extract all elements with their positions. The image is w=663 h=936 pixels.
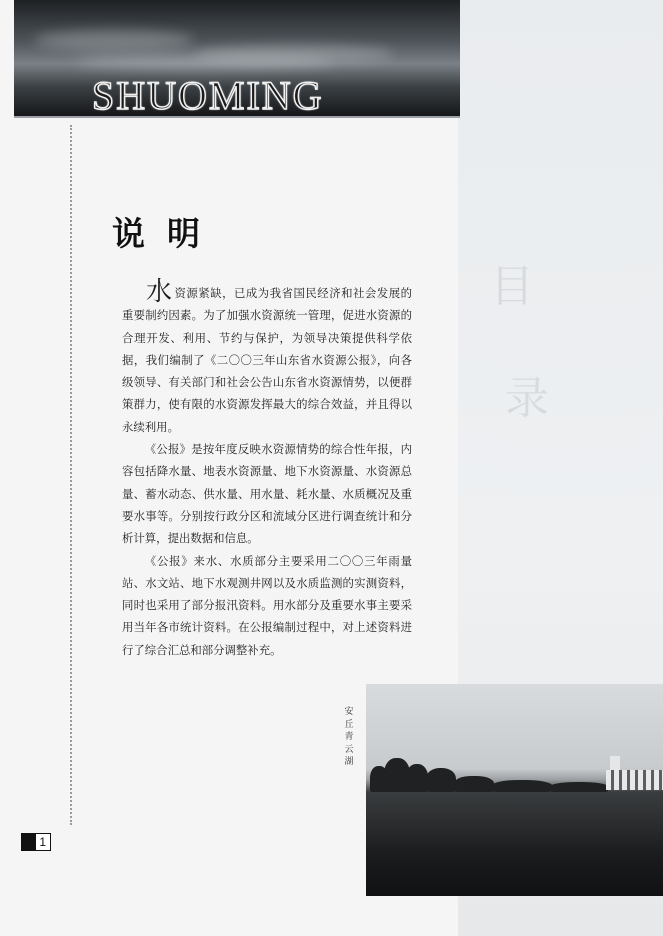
drop-cap: 水 [146,277,173,307]
page-number-marker [21,833,51,851]
paragraph-1: 水资源紧缺，已成为我省国民经济和社会发展的重要制约因素。为了加强水资源统一管理，促进水资源的合理开发、利用、节约与保护，为领导决策提供科学依据，我们编制了《二〇〇三年山东省水资源公报》，向各级领导、有关部门和社会公告山东省水资源情势，以便群策群力，使有限的水资源发挥最大的综合效益，并且得以永续利用。 [122,277,412,434]
header-divider [14,116,460,118]
body-text [122,277,412,661]
page-number-block [21,833,35,851]
photo-caption: 安丘青云湖 [344,707,354,767]
header-title: SHUOMING [92,73,324,116]
paragraph-2: 《公报》是按年度反映水资源情势的综合性年报，内容包括降水量、地表水资源量、地下水资源量、水资源总量、蓄水动态、供水量、用水量、耗水量、水质概况及重要水事等。分别按行政分区和流域分区进行调查统计和分析计算，提出数据和信息。 [122,442,412,546]
dam-gates [606,770,663,790]
lake-water [366,792,663,896]
page-number: 1 [35,833,51,851]
bleed-through-glyph: 录 [505,373,549,424]
paragraph-3: 《公报》来水、水质部分主要采用二〇〇三年雨量站、水文站、地下水观测井网以及水质监测的实测资料，同时也采用了部分报汛资料。用水部分及重要水事主要采用当年各市统计资料。在公报编制过程中，对上述资料进行了综合汇总和部分调整补充。 [122,553,412,657]
bleed-through-glyph: 目 [490,261,534,312]
margin-dotted-rule [70,125,72,825]
lake-photo [366,684,663,896]
section-title: 说明 [112,214,222,253]
header-sky-banner [14,0,460,116]
